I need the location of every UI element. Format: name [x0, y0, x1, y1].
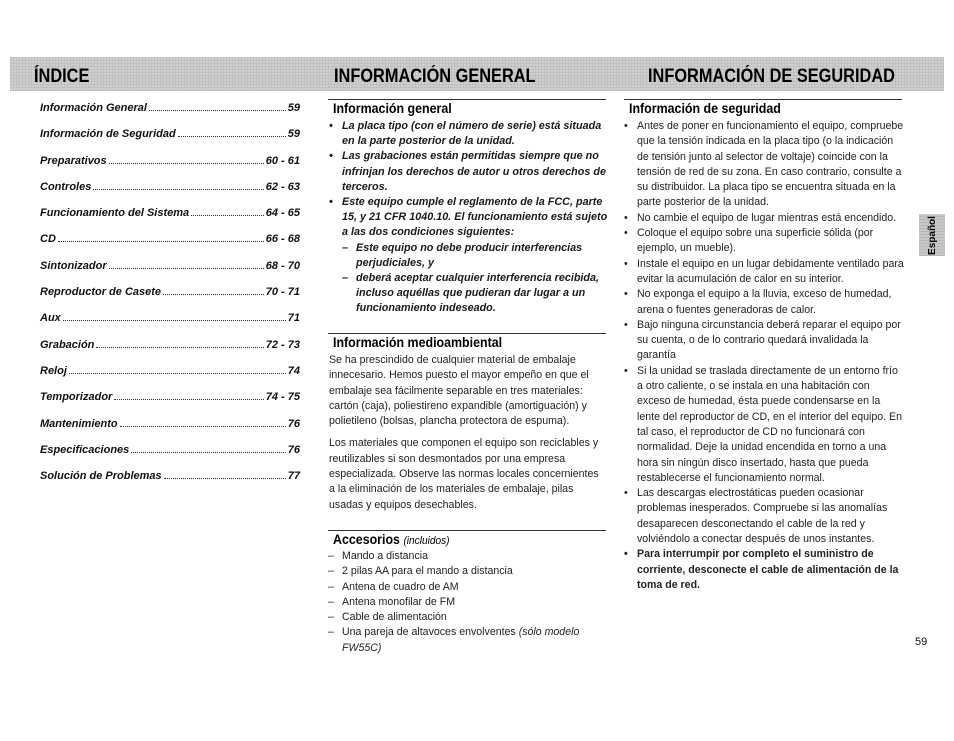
toc-entry-page: 70 - 71	[265, 286, 300, 299]
toc-entry-label: Información de Seguridad	[40, 128, 176, 141]
environment-text	[329, 353, 605, 513]
list-item	[329, 195, 609, 317]
environment-heading: Información medioambiental	[333, 335, 503, 350]
toc-leader-dots	[178, 135, 286, 137]
safety-heading: Información de seguridad	[629, 101, 781, 116]
list-item: • Coloque el equipo sobre una superficie sólida (por ejemplo, un mueble).	[624, 226, 905, 257]
toc-leader-dots	[131, 451, 285, 453]
section-rule	[328, 99, 606, 100]
toc-leader-dots	[69, 372, 286, 374]
list-item: • No cambie el equipo de lugar mientras está encendido.	[624, 211, 905, 226]
accessories-list	[328, 549, 605, 656]
environment-paragraph-1: Se ha prescindido de cualquier material de embalaje innecesario. Hemos puesto el mayor empeño en que el embalaje sea fácilmente separable en tres materiales: cartón (caja), poliestireno expandible (amortiguación) y polietileno (bolsas, plancha protectora de espuma).	[329, 354, 589, 428]
toc-leader-dots	[149, 109, 286, 111]
toc-entry	[40, 391, 300, 417]
section-rule	[328, 333, 606, 334]
toc-leader-dots	[93, 188, 263, 190]
indice-heading: ÍNDICE	[34, 66, 90, 87]
general-info-heading: Información general	[333, 101, 452, 116]
toc-entry	[40, 233, 300, 259]
toc-leader-dots	[96, 346, 263, 348]
toc-entry	[40, 444, 300, 470]
toc-leader-dots	[63, 319, 286, 321]
accessories-title: Accesorios	[333, 532, 400, 547]
list-item: • La placa tipo (con el número de serie) está situada en la parte posterior de la unidad.	[329, 119, 609, 149]
list-item: • No exponga el equipo a la lluvia, exceso de humedad, arena o fuentes generadoras de calor.	[624, 287, 905, 318]
list-item	[328, 625, 605, 656]
toc-entry-label: Solución de Problemas	[40, 470, 162, 483]
list-item: • Antes de poner en funcionamiento el equipo, compruebe que la tensión indicada en la placa tipo (o la indicación de tensión junto al selector de voltaje) coincide con la tensión de red de su zona. En caso contrario, consulte a su distribuidor. La placa tipo se encuentra situada en la parte posterior de la unidad.	[624, 119, 905, 211]
list-item-text: Este equipo cumple el reglamento de la FCC, parte 15, y 21 CFR 1040.10. El funcionamiento está sujeto a las dos condiciones siguientes:	[342, 196, 608, 239]
list-item: – Antena de cuadro de AM	[328, 580, 605, 595]
list-item: – Cable de alimentación	[328, 610, 605, 625]
toc-entry-page: 64 - 65	[265, 207, 300, 220]
toc-entry	[40, 260, 300, 286]
toc-entry	[40, 155, 300, 181]
list-item: • Bajo ninguna circunstancia deberá reparar el equipo por su cuenta, o de lo contrario quedará invalidada la garantía	[624, 318, 905, 364]
toc-entry-page: 59	[287, 128, 300, 141]
toc-entry-label: Aux	[40, 312, 61, 325]
toc-leader-dots	[191, 214, 264, 216]
list-item: – Este equipo no debe producir interferencias perjudiciales, y	[342, 241, 609, 271]
list-item: – 2 pilas AA para el mando a distancia	[328, 564, 605, 579]
toc-entry	[40, 312, 300, 338]
safety-list	[624, 119, 905, 593]
toc-entry	[40, 339, 300, 365]
toc-entry	[40, 418, 300, 444]
toc-leader-dots	[114, 398, 263, 400]
table-of-contents	[40, 102, 300, 496]
section-rule	[624, 99, 902, 100]
environment-section	[329, 335, 605, 513]
general-info-section	[333, 101, 609, 317]
toc-entry-page: 72 - 73	[265, 338, 300, 351]
list-item: • Si la unidad se traslada directamente de un entorno frío a otro caliente, o se instala en una habitación con exceso de humedad, ésta puede condensarse en la lente del reproductor de CD, en el interior del equipo. En tal caso, el reproductor de CD no funcionará con normalidad. Deje la unidad encendida en torno a una hora sin ningún disco insertado, hasta que pueda restablecerse el funcionamiento normal.	[624, 364, 905, 486]
list-item: • Las descargas electrostáticas pueden ocasionar problemas inesperados. Compruebe si las anomalías desaparecen desconectando el cable de la red y volviéndolo a conectar después de unos instantes.	[624, 486, 905, 547]
toc-leader-dots	[109, 267, 264, 269]
language-tab	[919, 214, 945, 256]
toc-entry-label: Reproductor de Casete	[40, 286, 162, 299]
toc-entry-page: 66 - 68	[265, 233, 300, 246]
toc-entry	[40, 470, 300, 496]
list-item: – Antena monofilar de FM	[328, 595, 605, 610]
toc-entry	[40, 286, 300, 312]
safety-section	[629, 101, 905, 593]
toc-entry-page: 62 - 63	[265, 180, 300, 193]
list-item-text: Una pareja de altavoces envolventes	[342, 626, 519, 639]
page-number: 59	[915, 636, 928, 648]
toc-entry	[40, 365, 300, 391]
toc-entry-page: 60 - 61	[265, 154, 300, 167]
toc-leader-dots	[109, 162, 264, 164]
accessories-section	[333, 532, 605, 656]
toc-entry-label: Controles	[40, 180, 92, 193]
list-item: • Instale el equipo en un lugar debidamente ventilado para evitar la acumulación de calor en su interior.	[624, 257, 905, 288]
list-item-note: (sólo modelo FW55C)	[342, 626, 580, 654]
toc-entry-label: Información General	[40, 102, 147, 114]
toc-leader-dots	[163, 293, 264, 295]
list-item: – deberá aceptar cualquier interferencia recibida, incluso aquéllas que pudieran dar lugar a un funcionamiento indeseado.	[342, 271, 609, 317]
toc-entry-label: Preparativos	[40, 154, 107, 167]
toc-entry-page: 76	[287, 443, 300, 456]
toc-entry	[40, 181, 300, 207]
toc-entry-page: 68 - 70	[265, 259, 300, 272]
toc-entry	[40, 102, 300, 128]
safety-info-banner-heading: INFORMACIÓN DE SEGURIDAD	[648, 66, 895, 87]
language-tab-label: Español	[926, 215, 938, 255]
toc-entry-label: Sintonizador	[40, 259, 107, 272]
toc-entry-label: Grabación	[40, 338, 95, 351]
general-info-list	[329, 119, 609, 317]
toc-leader-dots	[164, 477, 286, 479]
toc-entry-label: CD	[40, 233, 56, 246]
toc-entry	[40, 128, 300, 154]
toc-entry	[40, 207, 300, 233]
toc-leader-dots	[58, 240, 264, 242]
section-rule	[328, 530, 606, 531]
general-info-banner-heading: INFORMACIÓN GENERAL	[334, 66, 536, 87]
toc-entry-label: Reloj	[40, 364, 67, 377]
list-item: • Las grabaciones están permitidas siempre que no infrinjan los derechos de autor u otros derechos de terceros.	[329, 149, 609, 195]
list-item: • Para interrumpir por completo el suministro de corriente, desconecte el cable de alimentación de la toma de red.	[624, 547, 905, 593]
list-item: – Mando a distancia	[328, 549, 605, 564]
toc-entry-label: Mantenimiento	[40, 417, 118, 430]
toc-entry-label: Funcionamiento del Sistema	[40, 207, 190, 220]
accessories-subtitle: (incluidos)	[403, 535, 450, 547]
toc-entry-page: 59	[287, 102, 300, 114]
toc-entry-label: Especificaciones	[40, 443, 130, 456]
toc-entry-page: 77	[287, 470, 300, 483]
toc-entry-label: Temporizador	[40, 391, 113, 404]
toc-entry-page: 74	[287, 364, 300, 377]
environment-paragraph-2: Los materiales que componen el equipo son reciclables y reutilizables si son desmontados por una empresa especializada. Observe las normas locales concernientes a la eliminación de los materiales de embalaje, pilas usadas y equipos desechables.	[329, 437, 599, 511]
toc-entry-page: 71	[287, 312, 300, 325]
accessories-heading	[333, 532, 583, 547]
conditions-list	[342, 241, 609, 317]
toc-entry-page: 76	[287, 417, 300, 430]
toc-leader-dots	[120, 425, 286, 427]
toc-entry-page: 74 - 75	[265, 391, 300, 404]
